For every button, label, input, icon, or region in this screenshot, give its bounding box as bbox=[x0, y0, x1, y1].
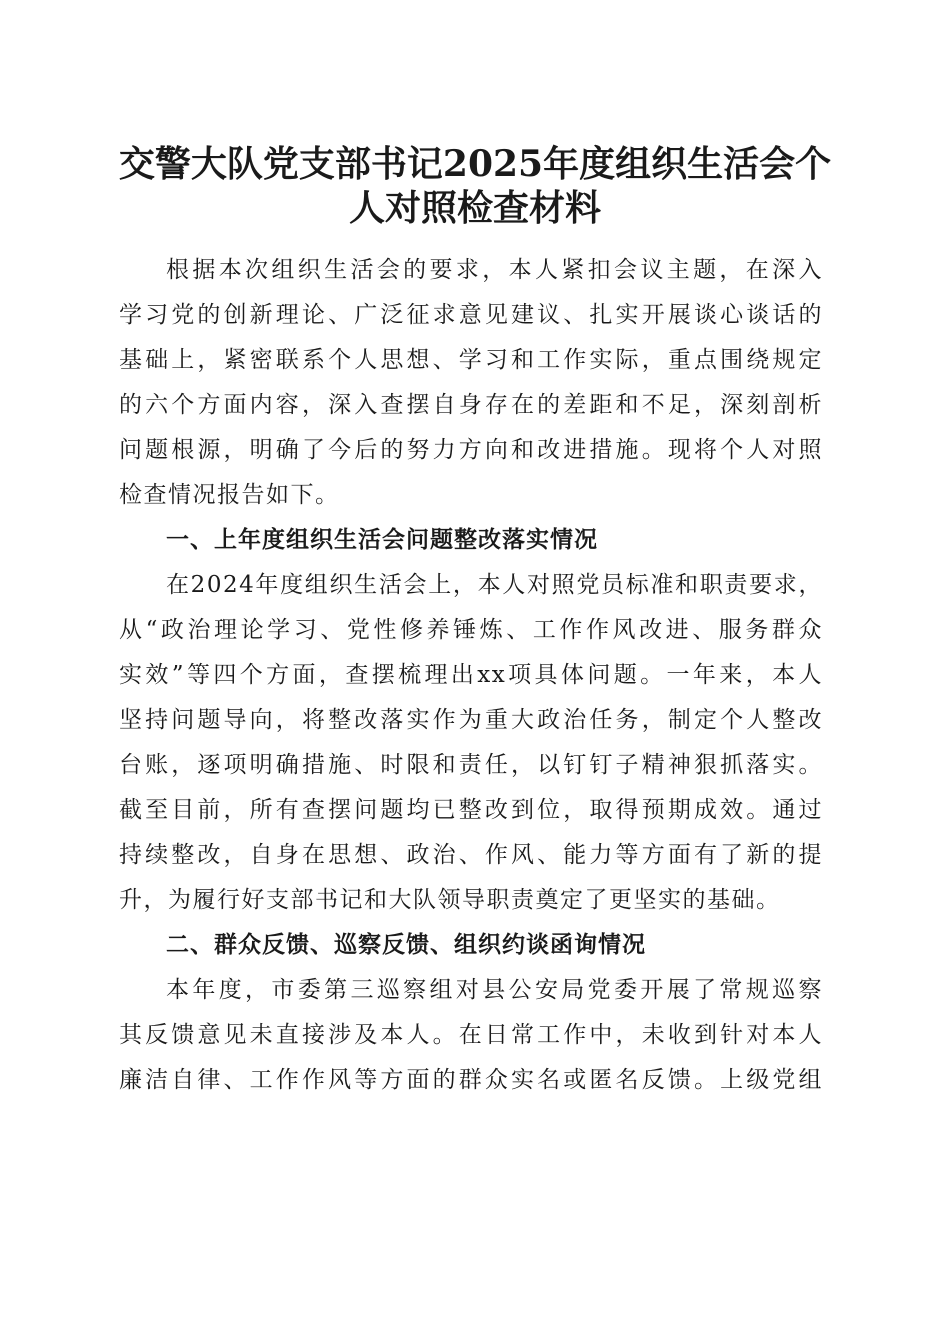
intro-line: 问题根源，明确了今后的努力方向和改进措施。现将个人对照 bbox=[119, 437, 823, 463]
intro-line: 基础上，紧密联系个人思想、学习和工作实际，重点围绕规定 bbox=[119, 347, 823, 373]
section-1-line: 坚持问题导向，将整改落实作为重大政治任务，制定个人整改 bbox=[119, 707, 823, 733]
section-1-line: 从“政治理论学习、党性修养锤炼、工作作风改进、服务群众 bbox=[119, 617, 823, 643]
section-1-line: 持续整改，自身在思想、政治、作风、能力等方面有了新的提 bbox=[119, 842, 823, 868]
section-1-line: 截至目前，所有查摆问题均已整改到位，取得预期成效。通过 bbox=[119, 797, 823, 823]
section-1-line: 在2024年度组织生活会上，本人对照党员标准和职责要求， bbox=[166, 572, 823, 598]
section-1-heading: 一、上年度组织生活会问题整改落实情况 bbox=[166, 527, 598, 553]
section-1-line: 升，为履行好支部书记和大队领导职责奠定了更坚实的基础。 bbox=[119, 887, 781, 913]
section-2-heading: 二、群众反馈、巡察反馈、组织约谈函询情况 bbox=[166, 932, 646, 958]
section-2-line: 其反馈意见未直接涉及本人。在日常工作中，未收到针对本人 bbox=[119, 1022, 823, 1048]
section-2-line: 本年度，市委第三巡察组对县公安局党委开展了常规巡察 bbox=[166, 977, 823, 1003]
intro-line: 根据本次组织生活会的要求，本人紧扣会议主题，在深入 bbox=[166, 257, 823, 283]
section-2-line: 廉洁自律、工作作风等方面的群众实名或匿名反馈。上级党组 bbox=[119, 1067, 823, 1093]
intro-line: 检查情况报告如下。 bbox=[119, 482, 340, 508]
intro-line: 的六个方面内容，深入查摆自身存在的差距和不足，深刻剖析 bbox=[119, 392, 823, 418]
section-1-line: 台账，逐项明确措施、时限和责任，以钉钉子精神狠抓落实。 bbox=[119, 752, 823, 778]
document-title-line-1: 交警大队党支部书记2025年度组织生活会个 bbox=[118, 143, 832, 185]
document-title-line-2: 人对照检查材料 bbox=[348, 187, 601, 229]
intro-line: 学习党的创新理论、广泛征求意见建议、扎实开展谈心谈话的 bbox=[119, 302, 823, 328]
section-1-line: 实效”等四个方面，查摆梳理出xx项具体问题。一年来，本人 bbox=[119, 662, 823, 688]
